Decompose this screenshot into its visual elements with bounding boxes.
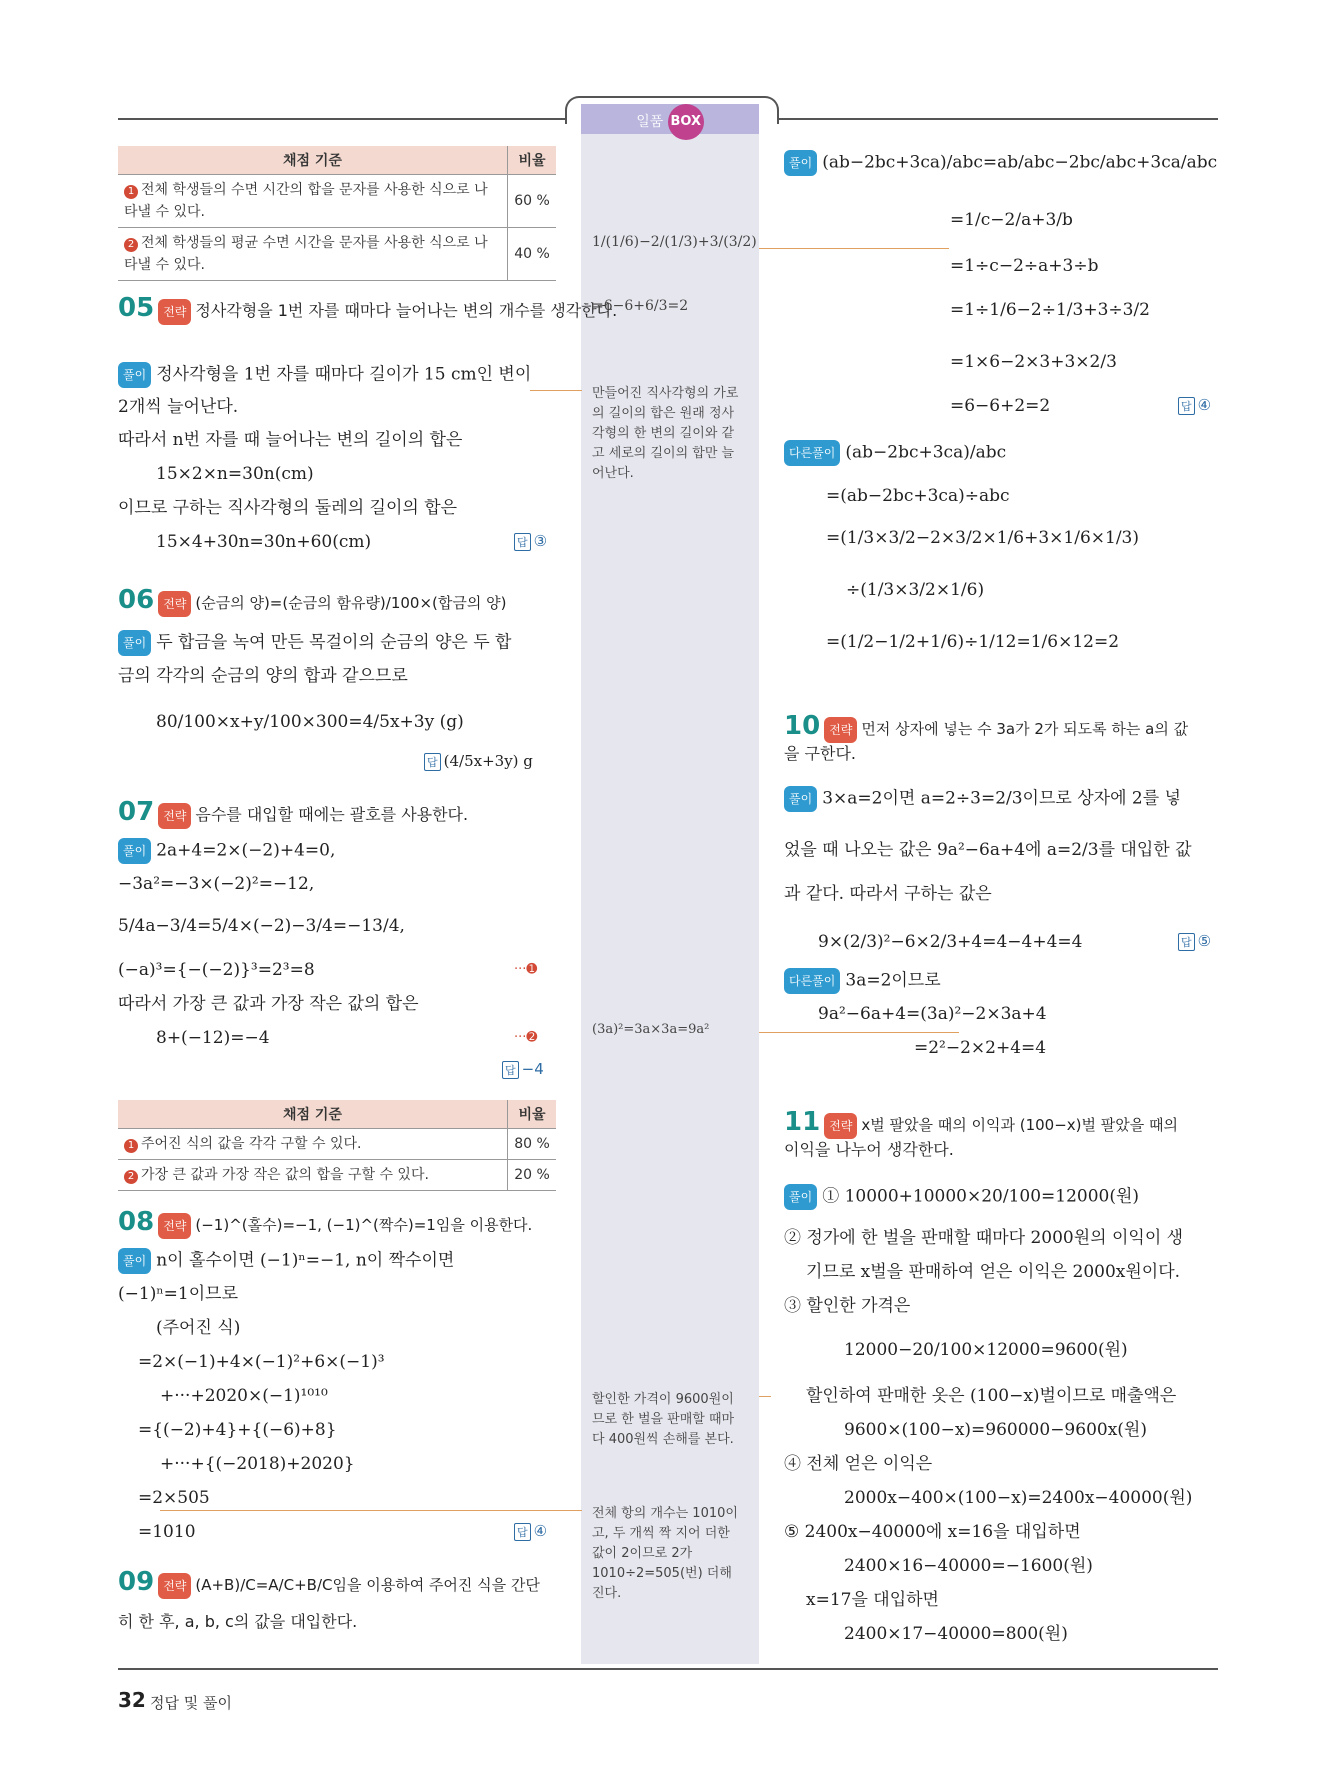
side-note-5: 할인한 가격이 9600원이므로 한 벌을 판매할 때마다 400원씩 손해를 본다. [592, 1392, 735, 1447]
problem-08-line: +···+2020×(−1)¹⁰¹⁰ [160, 1386, 328, 1406]
number-badge: 1 [124, 1139, 138, 1153]
table-header-criteria: 채점 기준 [118, 1100, 508, 1129]
solution-tag: 풀이 [784, 1184, 817, 1210]
strategy-text: 정사각형을 1번 자를 때마다 늘어나는 변의 개수를 생각한다. [195, 301, 618, 320]
problem-10-other-line: =2²−2×2+4=4 [914, 1038, 1047, 1058]
problem-05-line: 따라서 n번 자를 때 늘어나는 변의 길이의 합은 [118, 430, 463, 450]
problem-08-header [118, 1207, 533, 1239]
problem-09-line: =1÷c−2÷a+3÷b [950, 256, 1099, 276]
problem-10-strategy-cont: 을 구한다. [784, 744, 856, 763]
answer-tag: 답 [502, 1061, 519, 1079]
problem-05-line: 15×2×n=30n(cm) [156, 464, 314, 484]
solution-text: 정사각형을 1번 자를 때마다 길이가 15 cm인 변이 [156, 364, 532, 385]
problem-05-line: 15×4+30n=30n+60(cm) [156, 532, 372, 552]
problem-11-line: 2000x−400×(100−x)=2400x−40000(원) [844, 1488, 1193, 1508]
problem-05-line: 2개씩 늘어난다. [118, 397, 239, 417]
problem-number: 08 [118, 1207, 155, 1237]
problem-08-line: =2×505 [138, 1488, 210, 1508]
side-note-3: 만들어진 직사각형의 가로의 길이의 합은 원래 정사각형의 한 변의 길이와 같고 세로의 길이의 합만 늘어난다. [592, 386, 739, 481]
page-number: 32 [118, 1688, 146, 1712]
strategy-text: 음수를 대입할 때에는 괄호를 사용한다. [195, 805, 469, 824]
problem-10-line: 과 같다. 따라서 구하는 값은 [784, 884, 992, 904]
answer-07 [502, 1060, 544, 1079]
problem-number: 07 [118, 797, 155, 827]
problem-05-line: 이므로 구하는 직사각형의 둘레의 길이의 합은 [118, 498, 458, 518]
problem-09-line: =1/c−2/a+3/b [950, 210, 1073, 230]
problem-05-header [118, 293, 618, 325]
table-header-ratio: 비율 [508, 146, 557, 175]
problem-07-line [118, 838, 335, 864]
problem-10-header [784, 711, 1189, 743]
solution-tag: 풀이 [118, 362, 151, 388]
strategy-tag: 전략 [824, 717, 857, 743]
problem-06-line: 80/100×x+y/100×300=4/5x+3y (g) [156, 712, 464, 732]
solution-text: n이 홀수이면 (−1)ⁿ=−1, n이 짝수이면 [156, 1250, 455, 1271]
problem-number: 10 [784, 711, 821, 741]
criteria-text: 전체 학생들의 수면 시간의 합을 문자를 사용한 식으로 나타낼 수 있다. [124, 182, 488, 220]
criteria-text: 주어진 식의 값을 각각 구할 수 있다. [141, 1136, 362, 1152]
problem-09-other-line: =(ab−2bc+3ca)÷abc [826, 486, 1010, 506]
problem-number: 11 [784, 1107, 821, 1137]
strategy-tag: 전략 [824, 1113, 857, 1139]
solution-tag: 풀이 [118, 630, 151, 656]
problem-10-other-line [784, 968, 941, 994]
strategy-text: x벌 팔았을 때의 이익과 (100−x)벌 팔았을 때의 [861, 1116, 1178, 1134]
solution-tag: 풀이 [784, 786, 817, 812]
strategy-text: (−1)^(홀수)=−1, (−1)^(짝수)=1임을 이용한다. [195, 1216, 533, 1234]
answer-tag: 답 [514, 533, 531, 551]
problem-08-line: =1010 [138, 1522, 196, 1542]
problem-11-line: ② 정가에 한 벌을 판매할 때마다 2000원의 이익이 생 [784, 1228, 1184, 1248]
problem-10-line: 었을 때 나오는 값은 9a²−6a+4에 a=2/3를 대입한 값 [784, 840, 1192, 860]
problem-08-line: ={(−2)+4}+{(−6)+8} [138, 1420, 337, 1440]
answer-05 [514, 532, 547, 551]
problem-11-line: 12000−20/100×12000=9600(원) [844, 1340, 1128, 1360]
problem-11-line: x=17을 대입하면 [806, 1590, 939, 1610]
problem-08-line: (주어진 식) [156, 1318, 241, 1338]
solution-text: 두 합금을 녹여 만든 목걸이의 순금의 양은 두 합 [156, 632, 512, 653]
other-solution-tag: 다른풀이 [784, 968, 840, 994]
problem-06-line [118, 630, 511, 656]
strategy-text: (A+B)/C=A/C+B/C임을 이용하여 주어진 식을 간단 [195, 1576, 540, 1594]
problem-10-line: 9×(2/3)²−6×2/3+4=4−4+4=4 [818, 932, 1083, 952]
answer-09 [1178, 396, 1211, 415]
problem-06-header [118, 585, 507, 617]
ratio-cell: 80 % [508, 1129, 557, 1160]
page-label: 정답 및 풀이 [150, 1694, 232, 1712]
problem-11-line [784, 1184, 1139, 1210]
answer-tag: 답 [1178, 933, 1195, 951]
problem-09-line [784, 150, 1217, 176]
problem-09-strategy-cont: 히 한 후, a, b, c의 값을 대입한다. [118, 1612, 358, 1631]
problem-11-line: 할인하여 판매한 옷은 (100−x)벌이므로 매출액은 [806, 1386, 1177, 1406]
number-badge: 2 [124, 238, 138, 252]
solution-text: ① 10000+10000×20/100=12000(원) [822, 1186, 1140, 1207]
answer-08 [514, 1522, 547, 1541]
leader-line [759, 1396, 771, 1397]
strategy-tag: 전략 [158, 803, 191, 829]
problem-07-line: (−a)³={−(−2)}³=2³=8 [118, 960, 315, 980]
ratio-cell: 20 % [508, 1160, 557, 1191]
table-header-criteria: 채점 기준 [118, 146, 508, 175]
side-header-prefix: 일품 [636, 114, 664, 130]
table-row [118, 1129, 556, 1160]
marker-2: ···➋ [514, 1030, 538, 1045]
problem-09-other-line: =(1/3×3/2−2×3/2×1/6+3×1/6×1/3) [826, 528, 1140, 548]
answer-tag: 답 [424, 753, 441, 771]
problem-09-header [118, 1567, 540, 1599]
problem-10-other-line: 9a²−6a+4=(3a)²−2×3a+4 [818, 1004, 1047, 1024]
leader-line [160, 1510, 582, 1511]
solution-tag: 풀이 [118, 1248, 151, 1274]
table-row [118, 228, 556, 281]
side-note-1: 1/(1/6)−2/(1/3)+3/(3/2) [592, 234, 757, 250]
problem-number: 09 [118, 1567, 155, 1597]
side-note-4: (3a)²=3a×3a=9a² [592, 1022, 710, 1037]
problem-08-line: (−1)ⁿ=1이므로 [118, 1284, 239, 1304]
strategy-tag: 전략 [158, 1213, 191, 1239]
strategy-tag: 전략 [158, 1573, 191, 1599]
problem-number: 05 [118, 293, 155, 323]
problem-11-line: ③ 할인한 가격은 [784, 1296, 911, 1316]
strategy-tag: 전략 [158, 299, 191, 325]
problem-11-strategy-cont: 이익을 나누어 생각한다. [784, 1140, 954, 1159]
ratio-cell: 60 % [508, 175, 557, 228]
solution-text: 3×a=2이면 a=2÷3=2/3이므로 상자에 2를 넣 [822, 788, 1181, 809]
other-solution-text: (ab−2bc+3ca)/abc [845, 442, 1007, 463]
table-header-ratio: 비율 [508, 1100, 557, 1129]
problem-07-line: 5/4a−3/4=5/4×(−2)−3/4=−13/4, [118, 916, 405, 936]
answer-06 [424, 752, 533, 771]
problem-09-line: =6−6+2=2 [950, 396, 1051, 416]
problem-10-line [784, 786, 1181, 812]
box-badge: BOX [668, 104, 704, 140]
answer-tag: 답 [514, 1523, 531, 1541]
problem-11-line: 기므로 x벌을 판매하여 얻은 이익은 2000x원이다. [806, 1262, 1181, 1282]
problem-11-line: 2400×16−40000=−1600(원) [844, 1556, 1093, 1576]
answer-10 [1178, 932, 1211, 951]
strategy-text: 먼저 상자에 넣는 수 3a가 2가 되도록 하는 a의 값 [861, 720, 1189, 738]
number-badge: 1 [124, 185, 138, 199]
marker-1: ···➊ [514, 962, 538, 977]
problem-08-line: =2×(−1)+4×(−1)²+6×(−1)³ [138, 1352, 385, 1372]
problem-11-line: ⑤ 2400x−40000에 x=16을 대입하면 [784, 1522, 1081, 1542]
table-row [118, 1160, 556, 1191]
number-badge: 2 [124, 1170, 138, 1184]
problem-07-header [118, 797, 469, 829]
problem-09-line: =1÷1/6−2÷1/3+3÷3/2 [950, 300, 1150, 320]
problem-07-line: 8+(−12)=−4 [156, 1028, 270, 1048]
problem-08-line [118, 1248, 454, 1274]
problem-09-other-line: =(1/2−1/2+1/6)÷1/12=1/6×12=2 [826, 632, 1120, 652]
problem-07-line: −3a²=−3×(−2)²=−12, [118, 874, 315, 894]
solution-tag: 풀이 [784, 150, 817, 176]
side-note-2: =6−6+6/3=2 [592, 298, 689, 314]
ratio-cell: 40 % [508, 228, 557, 281]
problem-11-line: 2400×17−40000=800(원) [844, 1624, 1068, 1644]
leader-line [759, 1032, 959, 1033]
criteria-text: 전체 학생들의 평균 수면 시간을 문자를 사용한 식으로 나타낼 수 있다. [124, 235, 488, 273]
leader-line [759, 248, 949, 249]
leader-line [530, 390, 582, 391]
problem-05-line [118, 362, 531, 388]
problem-number: 06 [118, 585, 155, 615]
problem-09-other-line: ÷(1/3×3/2×1/6) [846, 580, 985, 600]
problem-11-line: 9600×(100−x)=960000−9600x(원) [844, 1420, 1147, 1440]
other-solution-text: 3a=2이므로 [845, 970, 941, 991]
side-note-6: 전체 항의 개수는 1010이고, 두 개씩 짝 지어 더한 값이 2이므로 2가 1010÷2=505(번) 더해진다. [592, 1506, 738, 1601]
answer-value: ⑤ [1197, 932, 1212, 950]
problem-07-line: 따라서 가장 큰 값과 가장 작은 값의 합은 [118, 994, 419, 1014]
answer-value: −4 [521, 1060, 544, 1078]
solution-tag: 풀이 [118, 838, 151, 864]
problem-11-line: ④ 전체 얻은 이익은 [784, 1454, 933, 1474]
strategy-tag: 전략 [158, 591, 191, 617]
answer-value: ④ [1197, 396, 1212, 414]
problem-11-header [784, 1107, 1178, 1139]
problem-08-line: +···+{(−2018)+2020} [160, 1454, 355, 1474]
answer-value: (4/5x+3y) g [443, 752, 533, 770]
strategy-text: (순금의 양)=(순금의 함유량)/100×(합금의 양) [195, 594, 507, 612]
criteria-text: 가장 큰 값과 가장 작은 값의 합을 구할 수 있다. [141, 1167, 429, 1183]
side-header [581, 104, 759, 134]
grading-table-1 [118, 146, 556, 281]
answer-tag: 답 [1178, 397, 1195, 415]
problem-06-line: 금의 각각의 순금의 양의 합과 같으므로 [118, 666, 408, 686]
answer-value: ④ [533, 1522, 548, 1540]
answer-value: ③ [533, 532, 548, 550]
bottom-rule [118, 1668, 1218, 1670]
other-solution-tag: 다른풀이 [784, 440, 840, 466]
problem-09-other-line [784, 440, 1006, 466]
table-row [118, 175, 556, 228]
grading-table-2 [118, 1100, 556, 1191]
problem-09-line: =1×6−2×3+3×2/3 [950, 352, 1117, 372]
solution-text: 2a+4=2×(−2)+4=0, [156, 840, 336, 861]
solution-text: (ab−2bc+3ca)/abc=ab/abc−2bc/abc+3ca/abc [822, 152, 1218, 173]
